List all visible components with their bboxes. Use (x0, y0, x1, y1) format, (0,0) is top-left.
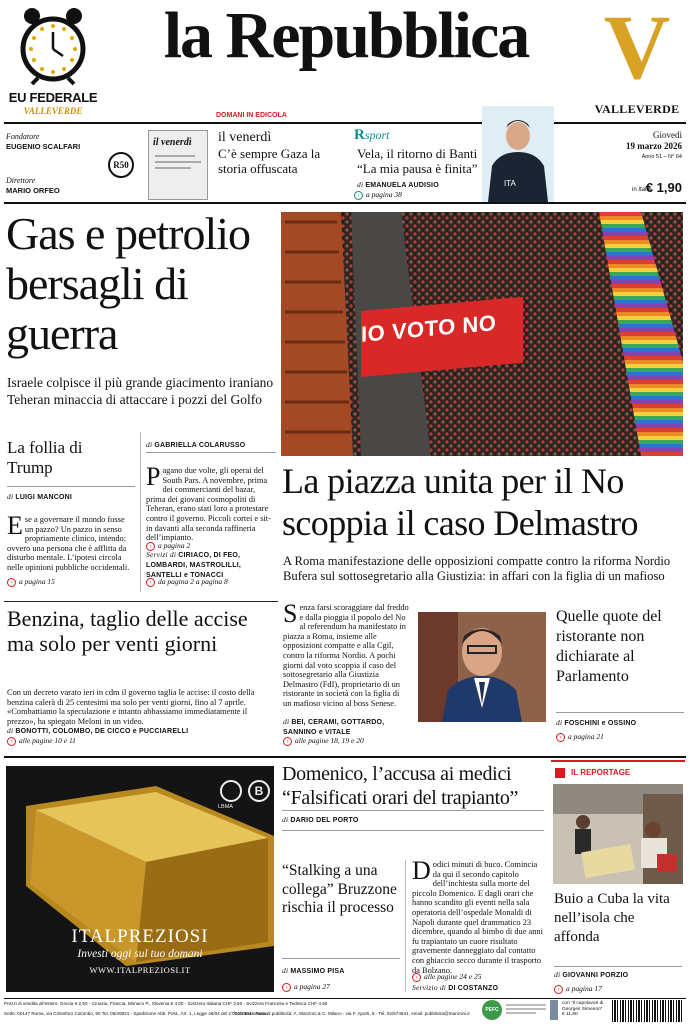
info-bar (4, 112, 686, 202)
medici-byline (282, 815, 358, 824)
arrow-icon: › (354, 191, 363, 200)
colarusso-page2-text: da pagina 2 a pagina 8 (158, 577, 228, 586)
director-label: Direttore (6, 176, 36, 185)
alarm-clock-icon (18, 4, 88, 84)
stalking-page-ref[interactable] (282, 982, 330, 992)
eu-federale-sponsor: VALLEVERDE (23, 106, 83, 116)
arrow-icon: › (556, 733, 565, 742)
stalking-byline (282, 966, 345, 975)
venerdi-cover-title: il venerdì (153, 137, 192, 148)
masthead-title: la Repubblica (163, 0, 529, 72)
trump-title[interactable]: La follia di Trump (7, 438, 83, 477)
benzina-page-ref[interactable] (7, 736, 76, 746)
venerdi-cover[interactable] (148, 130, 208, 200)
trump-page-ref[interactable] (7, 577, 55, 587)
sailor-photo[interactable] (482, 106, 554, 202)
lead-subheadline: Israele colpisce il più grande giacimento iraniano Teheran minaccia di attaccare i pozzi del Golfo (7, 375, 274, 407)
simenon-cover (550, 1000, 558, 1020)
svg-text:ITA: ITA (504, 179, 516, 188)
reportage-byline-prefix: di (554, 970, 561, 979)
medici-services-name: DI COSTANZO (448, 985, 499, 992)
valleverde-v-logo: V (603, 0, 671, 98)
reportage-page-text: a pagina 17 (566, 984, 602, 993)
quote-byline-name: FOSCHINI e OSSINO (564, 720, 637, 727)
medici-text: odici minuti di buco. Comincia da qui il secondo capitolo dell’inchiesta sulla morte del piccolo Domenico. E dagli orari che hanno scandito gli eventi nella sala operatoria dell’ospedale Monaldi di Napoli durante quel drammatico 23 dicembre, quando al bimbo di due anni fu trapiantato un cuore risultato gravemente danneggiato dal contatto con ghiaccio secco durante il trasporto da Bolzano. (412, 860, 543, 975)
stalking-title[interactable]: “Stalking a una collega” Bruzzone rischia il processo (282, 862, 397, 916)
pefc-logo: PEFC (482, 1000, 502, 1020)
piazza-subheadline: A Roma manifestazione delle opposizioni compatte contro la riforma Nordio Bufera sul sottosegretario alla Giustizia: in affari con la figlia di un mafioso (283, 554, 671, 583)
trump-body (7, 511, 135, 573)
reportage-title: Buio a Cuba la vita nell’isola che affonda (554, 891, 670, 945)
stalking-byline-prefix: di (282, 966, 289, 975)
sport-byline-name: EMANUELA AUDISIO (365, 182, 439, 189)
italpreziosi-ad[interactable] (6, 766, 274, 992)
eu-federale-text: EU FEDERALE (8, 90, 98, 105)
arrow-icon: › (7, 737, 16, 746)
ad-url[interactable]: WWW.ITALPREZIOSI.IT (89, 965, 191, 975)
colarusso-byline-name: GABRIELLA COLARUSSO (154, 442, 246, 449)
trump-byline-prefix: di (7, 492, 14, 501)
piazza-photo[interactable] (281, 212, 683, 456)
sport-byline (357, 180, 439, 189)
promo-sub[interactable]: C’è sempre Gaza la storia offuscata (218, 146, 321, 176)
footer-prices: Prezzi di vendita all’estero: Grecia € 2,50 - Croazia, Francia, Monaco P., Slovenia € 4,00 - Svizzera Italiana CHF 3,50 - Svizzera Francese e Tedesca CHF 4,50 (4, 1001, 328, 1006)
piazza-headline[interactable]: La piazza unita per il No scoppia il caso Delmastro (282, 461, 638, 543)
promo-title[interactable]: il venerdì (218, 130, 272, 145)
issue-day: Giovedì (653, 130, 682, 140)
colarusso-byline-prefix: di (146, 440, 153, 449)
reportage-byline-name: GIOVANNI PORZIO (562, 972, 629, 979)
barcode (612, 1000, 684, 1022)
stalking-byline-name: MASSIMO PISA (290, 968, 345, 975)
benzina-byline (7, 726, 188, 735)
quote-byline (556, 718, 636, 727)
arrow-icon: › (7, 578, 16, 587)
sport-quote[interactable]: “La mia pausa è finita” (357, 161, 478, 176)
issue-date: 19 marzo 2026 (626, 141, 682, 151)
sport-page-text: a pagina 38 (366, 190, 402, 199)
piazza-page-ref[interactable] (283, 736, 364, 746)
issue-price: € 1,90 (645, 180, 682, 195)
recycle-note (506, 1002, 546, 1018)
cuba-photo (553, 784, 683, 884)
quote-page-text: a pagina 21 (568, 732, 604, 741)
colarusso-services-label: Servizi di (146, 550, 177, 559)
sport-logo (354, 127, 390, 144)
stalking-page-text: a pagina 27 (294, 982, 330, 991)
medici-page-text: alle pagine 24 e 25 (424, 972, 482, 981)
valleverde-badge[interactable] (588, 0, 686, 118)
arrow-icon: › (146, 542, 155, 551)
trump-page-text: a pagina 15 (19, 577, 55, 586)
quote-page-ref[interactable] (556, 732, 604, 742)
valleverde-brand: VALLEVERDE (594, 102, 680, 116)
quote-byline-prefix: di (556, 718, 563, 727)
benzina-title[interactable]: Benzina, taglio delle accise ma solo per venti giorni (7, 606, 248, 656)
arrow-icon: › (283, 737, 292, 746)
arrow-icon: › (282, 983, 291, 992)
benzina-page-text: alle pagine 10 e 11 (19, 736, 76, 745)
sport-byline-prefix: di (357, 180, 364, 189)
price-label: in Italia (632, 187, 652, 193)
lead-headline[interactable]: Gas e petrolio bersagli di guerra (6, 208, 251, 359)
trump-text: se a governare il mondo fosse un pazzo? Un pazzo in senso propriamente clinico, intendo: ovvero una persona che è afflitta da disturbo mentale. L’ipotesi circola nelle opinioni pubbliche occidentali. (7, 515, 130, 572)
colarusso-dropcap: P (146, 462, 161, 491)
quote-title[interactable]: Quelle quote del ristorante non dichiarate al Parlamento (556, 608, 662, 685)
medici-services-label: Servizio di (412, 983, 447, 992)
colarusso-body (146, 462, 276, 543)
reportage-icon (555, 768, 565, 778)
photo-banner-text: IO VOTO NO (361, 310, 497, 347)
trump-dropcap: E (7, 511, 23, 540)
eu-federale-badge[interactable] (4, 4, 102, 116)
issue-number: Anno 51 – N° 64 (641, 154, 682, 160)
medici-body (412, 856, 546, 975)
reportage-tag: IL REPORTAGE (571, 768, 631, 777)
trump-byline-name: LUIGI MANCONI (15, 494, 73, 501)
medici-byline-name: DARIO DEL PORTO (290, 817, 359, 824)
footer-promo: con “Il capolavori di Georges Simenon” € 11,80 (562, 1001, 604, 1017)
colarusso-text: agano due volte, gli operai del South Pars. A novembre, prima dei commercianti del bazar, prima dei giovani cosmopoliti di Teheran, erano stati loro a protestare contro il governo. Piccoli cortei e sit-in davanti alla seconda raffineria dell’impianto. (146, 466, 271, 543)
reportage-box[interactable] (551, 760, 685, 996)
sport-logo-word: sport (364, 128, 390, 142)
medici-page-ref[interactable] (412, 972, 482, 982)
piazza-text: enza farsi scoraggiare dal freddo e dalla pioggia il popolo del No al referendum ha manifestato in piazza a Roma, insieme alle opposizioni compatte e alla Cgil, contro la riforma Nordio. A pochi giorni dal voto scoppia il caso del sottosegretario alla Giustizia Delmastro (FdI), proprietario di un ristorante in società con la figlia di un mafioso vicino al boss Senese. (283, 603, 409, 708)
colarusso-byline (146, 440, 245, 449)
colarusso-services-names: CIRIACO, DI FEO, LOMBARDI, MASTROLILLI, SANTELLI e TONACCI (146, 552, 242, 579)
medici-dropcap: D (412, 856, 431, 885)
sport-title[interactable]: Vela, il ritorno di Banti (357, 146, 478, 161)
ad-brand: ITALPREZIOSI (71, 926, 209, 947)
arrow-icon: › (554, 985, 563, 994)
cuba-illustration (553, 784, 683, 884)
founder-label: Fondatore (6, 132, 40, 141)
piazza-byline-prefix: di (283, 717, 290, 726)
colarusso-pages-ref[interactable] (146, 577, 228, 587)
reportage-byline (554, 970, 628, 979)
medici-byline-prefix: di (282, 815, 289, 824)
benzina-body: Con un decreto varato ieri in cdm il governo taglia le accise: il costo della benzina calerà di 25 centesimi ma solo per venti giorni, fino al 7 aprile. «Combattiamo la speculazione e intanto abbassiamo immediatamente il prezzo», ha spiegato Meloni in un video. (7, 688, 255, 726)
sport-logo-letter: R (354, 127, 365, 143)
benzina-byline-name: BONOTTI, COLOMBO, DE CICCO e PUCCIARELLI (15, 728, 189, 735)
sailor-illustration (482, 106, 554, 202)
piazza-byline-name: BEI, CERAMI, GOTTARDO, SANNINO e VITALE (283, 719, 385, 736)
arrow-icon: › (146, 578, 155, 587)
ad-tagline: Investi oggi sul tuo domani (77, 948, 203, 960)
portrait-illustration (418, 612, 546, 722)
sport-page-ref[interactable] (354, 190, 402, 200)
trump-byline (7, 492, 72, 501)
arrow-icon: › (412, 973, 421, 982)
footer-address: Sede: 00147 Roma, via Cristoforo Colombo, 90 Tel. 06/49821 - Spedizione Abb. Post., Art. 1, Legge 46/04 del 27/02/2004 - Roma (4, 1011, 268, 1016)
piazza-body (283, 599, 409, 709)
lbma-label: LBMA (218, 804, 233, 810)
delmastro-portrait[interactable] (418, 612, 546, 722)
director-name: MARIO ORFEO (6, 186, 60, 195)
promo-tag: DOMANI IN EDICOLA (216, 112, 287, 119)
medici-services (412, 983, 498, 992)
piazza-dropcap: S (283, 599, 298, 628)
piazza-page-text: alle pagine 18, 19 e 20 (295, 736, 364, 745)
piazza-byline (283, 717, 409, 738)
benzina-byline-prefix: di (7, 726, 14, 735)
colarusso-page1-text: a pagina 2 (158, 541, 191, 550)
anniversary-seal: R50 (108, 152, 134, 178)
founder-name: EUGENIO SCALFARI (6, 142, 81, 151)
medici-headline[interactable]: Domenico, l’accusa ai medici “Falsificati orari del trapianto” (282, 763, 519, 809)
footer-ads: Concessionaria di pubblicità: A. Manzoni & C. Milano - via F. Aporti, 8 - Tel. 02/574941, email: pubblicita@manzoni.it (234, 1011, 470, 1016)
bcorp-badge: B (248, 780, 270, 802)
lbma-badge (220, 780, 242, 802)
reportage-page-ref[interactable] (554, 984, 602, 994)
